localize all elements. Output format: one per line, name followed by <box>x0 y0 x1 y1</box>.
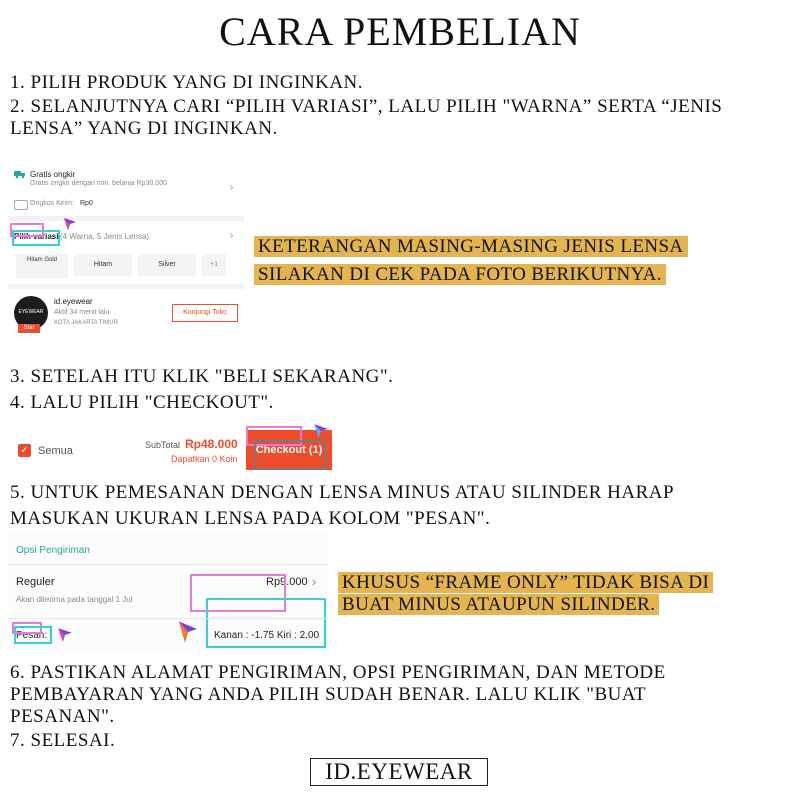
option-label: +1 <box>210 261 218 268</box>
cursor-icon <box>176 618 200 651</box>
cursor-icon <box>62 216 78 237</box>
lens-info-line-1: KETERANGAN MASING-MASING JENIS LENSA <box>254 236 688 257</box>
variation-label: Pilih variasi <box>14 232 59 241</box>
checkout-bar <box>8 430 332 470</box>
shipping-options-panel <box>8 534 328 650</box>
step-6: 6. PASTIKAN ALAMAT PENGIRIMAN, OPSI PENGIRIMAN, DAN METODE PEMBAYARAN YANG ANDA PILIH SUDAH BENAR. LALU KLIK "BUAT PESANAN". <box>10 662 666 727</box>
free-shipping-title: Gratis ongkir <box>30 170 76 179</box>
shop-avatar[interactable]: EYEWEAR <box>14 296 48 330</box>
shop-name: id.eyewear <box>54 297 93 306</box>
select-all-label: Semua <box>38 445 73 457</box>
shipping-eta: Akan diterima pada tanggal 1 Jul <box>16 595 133 604</box>
chevron-right-icon: › <box>230 230 234 241</box>
checkout-button[interactable]: Checkout (1) <box>246 430 332 470</box>
shop-location: KOTA JAKARTA TIMUR <box>54 320 118 326</box>
lens-info-line-2: SILAKAN DI CEK PADA FOTO BERIKUTNYA. <box>254 264 666 285</box>
shipping-method[interactable]: Reguler <box>16 576 55 588</box>
chevron-right-icon[interactable]: › <box>312 574 317 589</box>
coin-reward: Dapatkan 0 Koin <box>171 454 238 464</box>
step-1: 1. PILIH PRODUK YANG DI INGINKAN. <box>10 72 364 93</box>
step-7: 7. SELESAI. <box>10 730 116 751</box>
shipping-price: Rp9.000 <box>266 576 308 588</box>
frame-only-line-1: KHUSUS “FRAME ONLY” TIDAK BISA DI <box>338 572 713 593</box>
subtotal-value: Rp48.000 <box>185 437 238 451</box>
cursor-icon <box>312 422 330 445</box>
highlight-marker <box>14 626 52 644</box>
step-5: 5. UNTUK PEMESANAN DENGAN LENSA MINUS ATAU SILINDER HARAP MASUKAN UKURAN LENSA PADA KOLOM "PESAN". <box>10 482 674 529</box>
message-input[interactable]: Kanan : -1.75 Kiri : 2.00 <box>214 630 320 641</box>
variation-hint: (4 Warna, 5 Jenis Lensa) <box>60 232 150 241</box>
shop-badge: Star <box>18 324 40 333</box>
frame-only-note <box>338 572 713 616</box>
option-label: Hitam Gold <box>26 257 57 263</box>
step-4: 4. LALU PILIH "CHECKOUT". <box>10 392 274 413</box>
visit-shop-button[interactable]: Kunjungi Toko <box>172 304 238 322</box>
option-label: Hitam <box>93 261 113 268</box>
chevron-right-icon[interactable]: › <box>230 182 234 193</box>
step-3: 3. SETELAH ITU KLIK "BELI SEKARANG". <box>10 366 394 387</box>
shipping-cost-label: Ongkos Kirim: <box>30 200 74 207</box>
shop-status: Aktif 34 menit lalu <box>54 309 110 316</box>
free-shipping-subtitle: Gratis ongkir dengan min. belanja Rp30.000 <box>30 180 167 187</box>
truck-icon <box>14 170 26 181</box>
frame-only-line-2: BUAT MINUS ATAUPUN SILINDER. <box>338 594 659 615</box>
step-2: 2. SELANJUTNYA CARI “PILIH VARIASI”, LALU PILIH "WARNA” SERTA “JENIS LENSA” YANG DI INGINKAN. <box>10 96 723 139</box>
option-chip[interactable] <box>74 254 132 276</box>
divider <box>8 564 328 565</box>
option-label: Silver <box>158 261 176 268</box>
cursor-icon <box>56 626 74 649</box>
option-chip[interactable] <box>16 254 68 278</box>
product-detail-panel <box>8 166 244 340</box>
brand-logo: ID.EYEWEAR <box>310 758 488 786</box>
lens-info-note <box>254 234 688 288</box>
highlight-marker <box>12 230 60 246</box>
subtotal-label: SubTotal <box>145 440 181 450</box>
option-chip-more[interactable] <box>202 254 226 276</box>
message-label: Pesan: <box>16 630 48 641</box>
shipping-options-title: Opsi Pengiriman <box>16 545 90 556</box>
shipping-cost-value: Rp0 <box>80 200 93 207</box>
shipping-cost-icon <box>14 200 28 210</box>
select-all-checkbox[interactable]: ✓ <box>18 444 31 457</box>
divider <box>8 284 244 289</box>
page-title: CARA PEMBELIAN <box>219 9 581 54</box>
divider <box>8 216 244 221</box>
divider <box>8 618 328 619</box>
option-chip[interactable] <box>138 254 196 276</box>
